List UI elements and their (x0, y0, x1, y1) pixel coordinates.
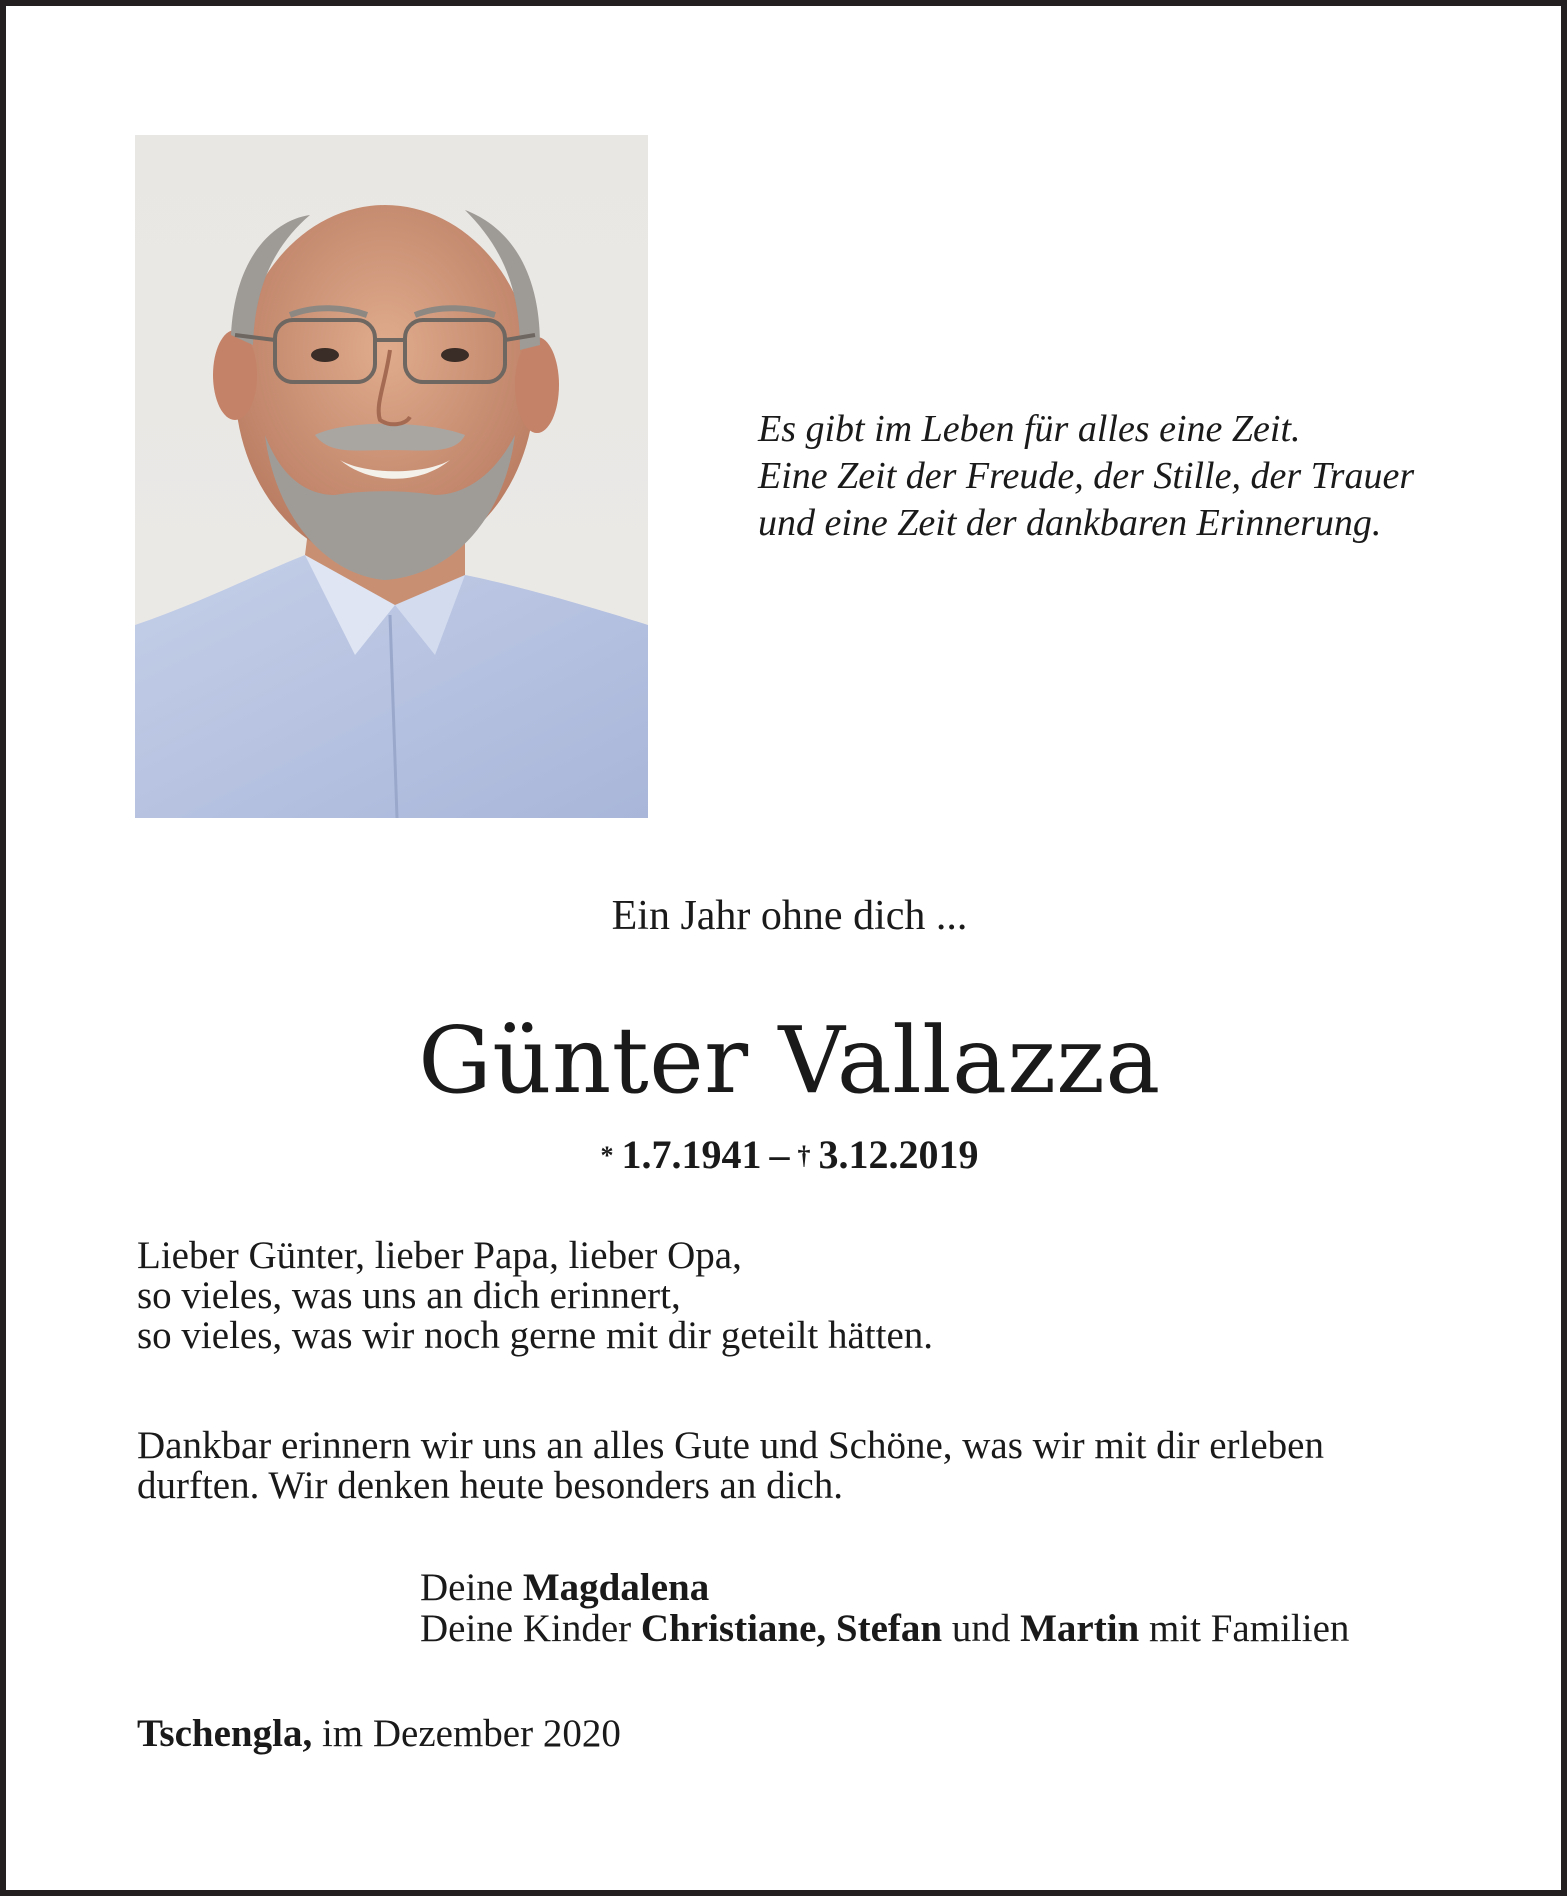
quote (758, 406, 1478, 547)
place-town: Tschengla, (137, 1712, 313, 1755)
gratitude-line: Dankbar erinnern wir uns an alles Gute und Schöne, was wir mit dir erleben (137, 1424, 1324, 1467)
quote-line: Es gibt im Leben für alles eine Zeit. (758, 408, 1301, 450)
signature-names: Christiane, Stefan (640, 1607, 943, 1650)
quote-line: Eine Zeit der Freude, der Stille, der Trauer (758, 455, 1415, 497)
life-dates (6, 1130, 1567, 1185)
signature-prefix: Deine (420, 1566, 514, 1609)
gratitude (137, 1426, 1477, 1506)
subtitle: Ein Jahr ohne dich ... (611, 893, 968, 939)
signature-line-1 (420, 1567, 1520, 1608)
signature-suffix: mit Familien (1148, 1607, 1350, 1650)
message (137, 1236, 1477, 1356)
death-date: 3.12.2019 (818, 1132, 979, 1177)
birth-symbol: * (600, 1141, 614, 1170)
place-date (137, 1712, 621, 1756)
portrait-photo (135, 135, 648, 818)
quote-line: und eine Zeit der dankbaren Erinnerung. (758, 502, 1382, 544)
signature (420, 1567, 1520, 1649)
message-line: Lieber Günter, lieber Papa, lieber Opa, (137, 1234, 742, 1277)
signature-name: Magdalena (522, 1566, 710, 1609)
signature-name: Martin (1020, 1607, 1140, 1650)
signature-and: und (951, 1607, 1011, 1650)
death-symbol: † (797, 1141, 811, 1170)
deceased-name: Günter Vallazza (418, 1007, 1161, 1114)
place-date-text: im Dezember 2020 (321, 1712, 621, 1755)
signature-line-2 (420, 1608, 1520, 1649)
message-line: so vieles, was uns an dich erinnert, (137, 1274, 681, 1317)
date-separator: – (769, 1132, 790, 1177)
message-line: so vieles, was wir noch gerne mit dir geteilt hätten. (137, 1314, 934, 1357)
signature-prefix: Deine Kinder (420, 1607, 632, 1650)
birth-date: 1.7.1941 (621, 1132, 762, 1177)
gratitude-line: durften. Wir denken heute besonders an dich. (137, 1464, 843, 1507)
